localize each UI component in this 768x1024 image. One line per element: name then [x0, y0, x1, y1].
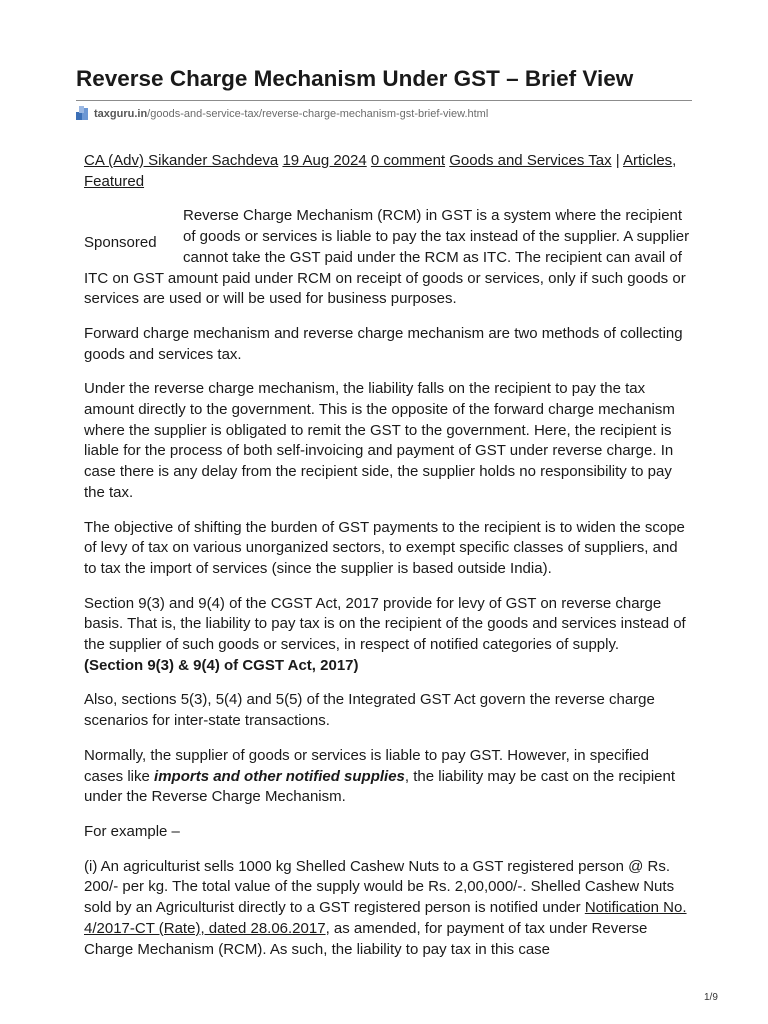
title-divider — [76, 100, 692, 101]
paragraph-igst: Also, sections 5(3), 5(4) and 5(5) of the Integrated GST Act govern the reverse charge scenarios for inter-state transactions. — [84, 691, 655, 730]
section-9-text: Section 9(3) and 9(4) of the CGST Act, 2017 provide for levy of GST on reverse charge basis. That is, the liability to pay tax is on the recipient of the goods and services instead of the supplier of such goods or services, in respect of notified categories of supply. — [84, 594, 686, 654]
paragraph-forward-vs-reverse: Forward charge mechanism and reverse charge mechanism are two methods of collecting goods and services tax. — [84, 324, 683, 363]
paragraph-normally — [84, 746, 692, 808]
page-number: 1/9 — [704, 992, 718, 1003]
article-body — [84, 151, 692, 974]
category-link-featured[interactable]: Featured — [84, 172, 145, 190]
notification-link[interactable]: Notification No. 4/2017-CT (Rate), dated 28.06.2017 — [84, 899, 687, 937]
paragraph-liability: Under the reverse charge mechanism, the liability falls on the recipient to pay the tax amount directly to the government. This is the opposite of the forward charge mechanism where the supplier is obligated to remit the GST to the government. Here, the recipient is liable for the process of both self-invoicing and payment of GST under reverse charge. In case there is any delay from the recipient side, the supplier holds no responsibility to pay the tax. — [84, 380, 675, 501]
section-9-reference: (Section 9(3) & 9(4) of CGST Act, 2017) — [84, 656, 359, 674]
comments-link[interactable]: 0 comment — [370, 152, 446, 169]
example-text-b: , as amended, for payment of tax under Reverse Charge Mechanism (RCM). As such, the liability to pay tax in this case — [84, 919, 648, 958]
meta-comma: , — [672, 152, 677, 169]
meta-separator: | — [611, 152, 623, 169]
page-title: Reverse Charge Mechanism Under GST – Brief View — [76, 66, 634, 91]
paragraph-example-1 — [84, 857, 692, 961]
category-link-gst[interactable]: Goods and Services Tax — [449, 152, 612, 169]
category-link-articles[interactable]: Articles — [622, 152, 673, 169]
taxguru-logo-icon — [76, 106, 90, 120]
normally-text-a: Normally, the supplier of goods or services is liable to pay GST. However, in specified cases like — [84, 746, 649, 785]
paragraph-section-9 — [84, 594, 692, 677]
article-meta — [84, 151, 692, 192]
paragraph-example-heading: For example – — [84, 822, 180, 840]
source-url[interactable] — [76, 106, 488, 122]
paragraph-objective: The objective of shifting the burden of GST payments to the recipient is to widen the scope of levy of tax on various unorganized sectors, to exempt specific classes of suppliers, and to tax the import of services (since the supplier is based outside India). — [84, 518, 685, 577]
paragraph-intro: Reverse Charge Mechanism (RCM) in GST is a system where the recipient of goods or services is liable to pay the tax instead of the supplier. A supplier cannot take the GST paid under the RCM as ITC. The recipient can avail of ITC on GST amount paid under RCM on receipt of goods or services, only if such goods or services are used or will be used for business purposes. — [84, 207, 690, 308]
source-path[interactable]: /goods-and-service-tax/reverse-charge-mechanism-gst-brief-view.html — [147, 108, 489, 120]
date-link[interactable]: 19 Aug 2024 — [282, 152, 367, 169]
notified-supplies-emphasis: imports and other notified supplies — [154, 767, 405, 785]
example-text-a: (i) An agriculturist sells 1000 kg Shelled Cashew Nuts to a GST registered person @ Rs. 200/- per kg. The total value of the supply would be Rs. 2,00,000/-. Shelled Cashew Nuts sold by an Agriculturist directly to a GST registered person is notified under — [84, 857, 675, 917]
normally-text-b: , the liability may be cast on the recipient under the Reverse Charge Mechanism. — [84, 767, 676, 806]
sponsored-label: Sponsored — [84, 234, 157, 252]
source-domain[interactable]: taxguru.in — [94, 108, 148, 120]
author-link[interactable]: CA (Adv) Sikander Sachdeva — [84, 152, 279, 169]
